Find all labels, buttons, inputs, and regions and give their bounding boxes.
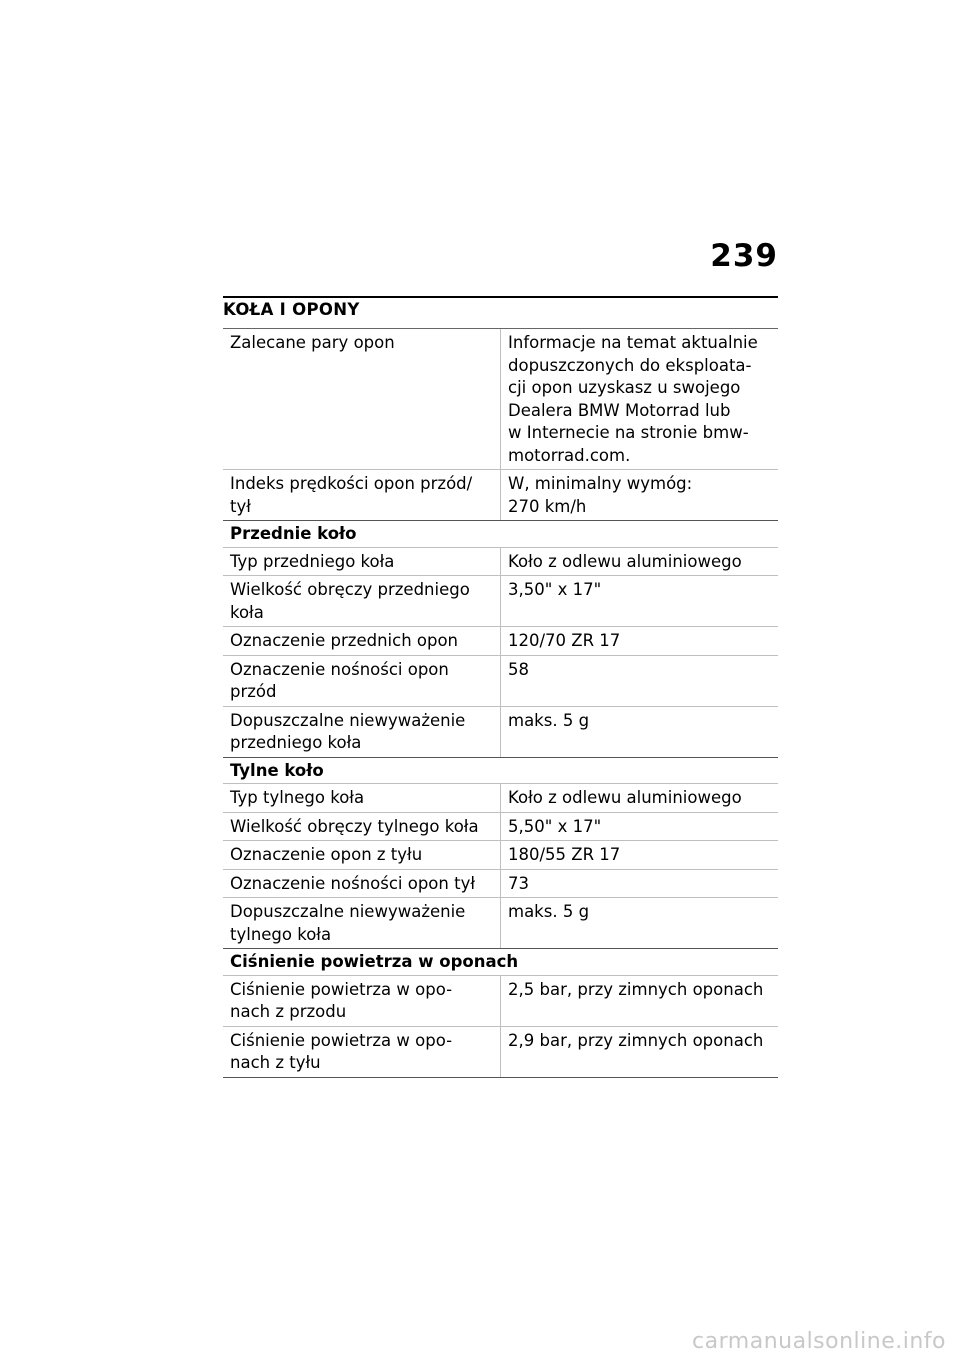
row-value: Koło z odlewu aluminiowego <box>508 788 742 807</box>
table-row <box>223 813 778 842</box>
row-label: Oznaczenie opon z tyłu <box>223 841 501 869</box>
group-header-rear-wheel: Tylne koło <box>223 758 778 785</box>
row-value: 2,9 bar, przy zimnych oponach <box>508 1030 764 1050</box>
row-value: 73 <box>508 873 529 893</box>
row-label: Dopuszczalne niewyważenie tylnego koła <box>223 898 501 948</box>
row-label: Oznaczenie nośności opon przód <box>223 656 501 706</box>
row-value: maks. 5 g <box>508 710 590 730</box>
table-row <box>223 784 778 813</box>
group-header-front-wheel: Przednie koło <box>223 521 778 548</box>
row-label: Wielkość obręczy przedniego koła <box>223 576 501 626</box>
row-value: Koło z odlewu aluminiowego <box>508 551 742 571</box>
row-label: Ciśnienie powietrza w opo- nach z tyłu <box>223 1027 501 1077</box>
table-row-speed-index <box>223 470 778 521</box>
row-label: Dopuszczalne niewyważenie przedniego koła <box>223 707 501 757</box>
table-row <box>223 548 778 577</box>
table-row <box>223 627 778 656</box>
row-value: 120/70 ZR 17 <box>508 631 621 650</box>
row-label: Indeks prędkości opon przód/ tył <box>223 470 501 520</box>
row-value: Informacje na temat aktualnie dopuszczonych do eksploata- cji opon uzyskasz u swojego Dealera BMW Motorrad lub w Internecie na stronie bmw- motorrad.com. <box>508 333 758 465</box>
table-row <box>223 576 778 627</box>
row-value: 5,50" x 17" <box>508 816 602 836</box>
table-row <box>223 898 778 949</box>
row-label: Typ tylnego koła <box>223 784 501 812</box>
table-row <box>223 841 778 870</box>
row-label: Ciśnienie powietrza w opo- nach z przodu <box>223 976 501 1026</box>
section-title: KOŁA I OPONY <box>223 296 778 319</box>
row-value: 3,50" x 17" <box>508 580 602 599</box>
table-row <box>223 870 778 899</box>
tire-spec-table <box>223 328 778 1078</box>
row-label: Wielkość obręczy tylnego koła <box>223 813 501 841</box>
page-number: 239 <box>710 238 778 274</box>
row-value: W, minimalny wymóg: 270 km/h <box>508 474 693 516</box>
row-label: Typ przedniego koła <box>223 548 501 576</box>
row-value: 180/55 ZR 17 <box>508 845 621 864</box>
row-label: Oznaczenie nośności opon tył <box>223 870 501 898</box>
group-header-tire-pressure: Ciśnienie powietrza w oponach <box>223 949 778 976</box>
row-value: 58 <box>508 659 529 679</box>
row-value: maks. 5 g <box>508 902 590 921</box>
table-row-recommended-tire-pairs <box>223 329 778 470</box>
table-row <box>223 707 778 758</box>
watermark: carmanualsonline.info <box>692 1329 946 1354</box>
row-label: Zalecane pary opon <box>223 329 501 469</box>
table-row <box>223 656 778 707</box>
table-row <box>223 976 778 1027</box>
table-row <box>223 1027 778 1078</box>
row-value: 2,5 bar, przy zimnych oponach <box>508 979 764 999</box>
row-label: Oznaczenie przednich opon <box>223 627 501 655</box>
